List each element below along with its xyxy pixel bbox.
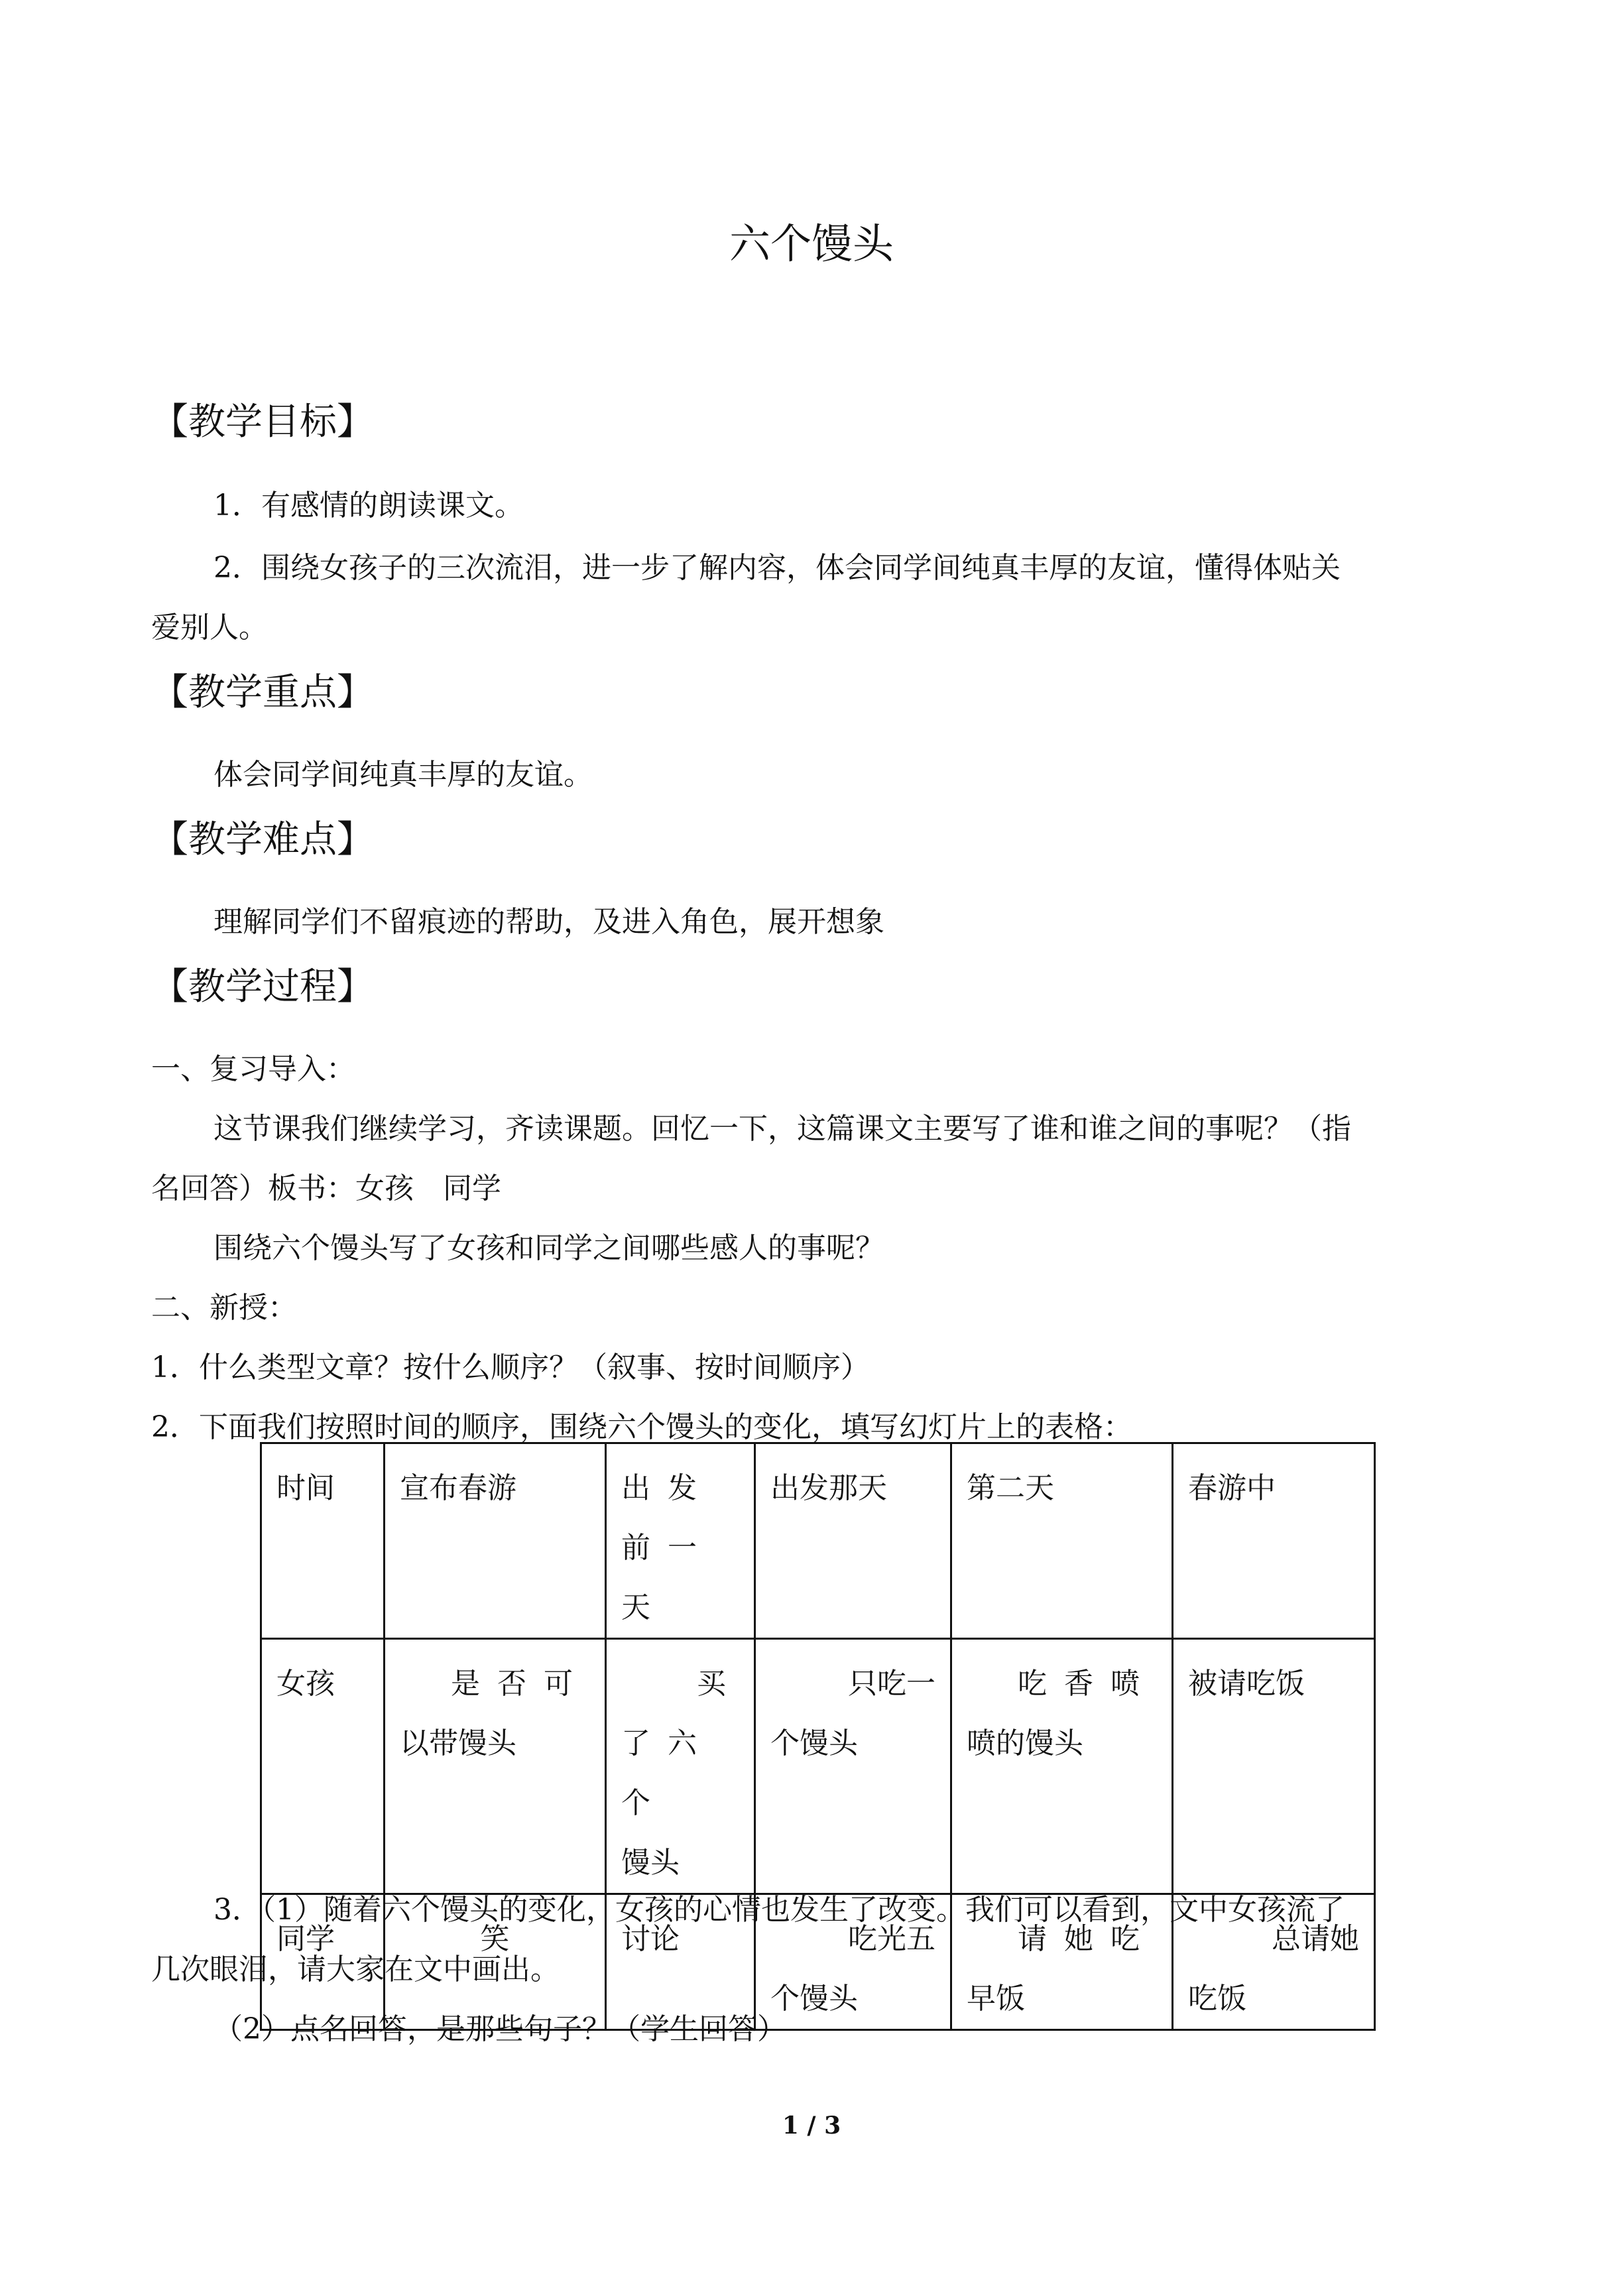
heading-process: 【教学过程】	[151, 965, 374, 1008]
cell-line: 馒头	[621, 1846, 680, 1880]
heading-teaching-goals: 【教学目标】	[151, 400, 374, 444]
heading-difficulty: 【教学难点】	[151, 818, 374, 861]
heading-key-point: 【教学重点】	[151, 671, 374, 714]
table-cell	[755, 1639, 951, 1894]
cell-line: 吃饭	[1188, 1982, 1246, 2016]
question-3-sub2: （2）点名回答，是那些句子？（学生回答）	[213, 2012, 786, 2046]
table-header-cell: 出发前一天	[606, 1443, 755, 1639]
table-header-cell: 出发那天	[755, 1443, 951, 1639]
progress-table	[260, 1442, 1376, 2031]
cell-line: 买	[697, 1667, 726, 1701]
table-cell: 讨论	[606, 1894, 755, 2030]
table-cell: 笑	[385, 1894, 606, 2030]
page-number: 1 / 3	[782, 2112, 841, 2140]
table-header-cell: 宣布春游	[385, 1443, 606, 1639]
table-header-cell: 时间	[261, 1443, 385, 1639]
question-1: 1．什么类型文章？按什么顺序？（叙事、按时间顺序）	[151, 1351, 870, 1384]
cell-line: 只吃一	[848, 1667, 935, 1701]
cell-line: 个馒头	[770, 1726, 858, 1760]
new-lesson-title: 二、新授：	[151, 1291, 297, 1325]
page-title: 六个馒头	[729, 219, 894, 268]
cell-line: 早饭	[967, 1982, 1025, 2016]
cell-line: 吃香喷	[1018, 1667, 1157, 1701]
table-row	[261, 1639, 1375, 1894]
row-label: 同学	[261, 1894, 385, 2030]
cell-line: 喷的馒头	[967, 1726, 1083, 1760]
goal-1: 1．有感情的朗读课文。	[213, 489, 524, 522]
table-header-row	[261, 1443, 1375, 1639]
cell-line: 吃光五	[848, 1922, 935, 1956]
table-header-cell: 第二天	[951, 1443, 1173, 1639]
table-header-cell: 春游中	[1173, 1443, 1375, 1639]
goal-2-line1: 2．围绕女孩子的三次流泪，进一步了解内容，体会同学间纯真丰厚的友谊，懂得体贴关	[213, 551, 1341, 585]
table-cell: 被请吃饭	[1173, 1639, 1375, 1894]
question-2: 2．下面我们按照时间的顺序，围绕六个馒头的变化，填写幻灯片上的表格：	[151, 1410, 1132, 1444]
table-cell	[385, 1639, 606, 1894]
question-3-line1: 3．（1）随着六个馒头的变化，女孩的心情也发生了改变。我们可以看到，文中女孩流了	[213, 1893, 1345, 1927]
review-paragraph-2: 围绕六个馒头写了女孩和同学之间哪些感人的事呢？	[213, 1231, 884, 1265]
cell-line: 个馒头	[770, 1982, 858, 2016]
key-point-text: 体会同学间纯真丰厚的友谊。	[213, 758, 593, 792]
goal-2-line2: 爱别人。	[151, 611, 268, 644]
review-paragraph-line2: 名回答）板书：女孩 同学	[151, 1172, 501, 1205]
review-title: 一、复习导入：	[151, 1052, 355, 1086]
cell-line: 请她吃	[1018, 1922, 1157, 1956]
table-cell	[606, 1639, 755, 1894]
table-cell	[951, 1639, 1173, 1894]
cell-line: 总请她	[1272, 1922, 1359, 1956]
cell-line: 以带馒头	[400, 1726, 516, 1760]
question-3-line2: 几次眼泪，请大家在文中画出。	[151, 1953, 560, 1986]
cell-line: 是否可	[451, 1667, 590, 1701]
review-paragraph-line1: 这节课我们继续学习，齐读课题。回忆一下，这篇课文主要写了谁和谁之间的事呢？（指	[213, 1112, 1351, 1146]
cell-line: 了六个	[621, 1726, 714, 1820]
difficulty-text: 理解同学们不留痕迹的帮助，及进入角色，展开想象	[213, 905, 884, 939]
row-label: 女孩	[261, 1639, 385, 1894]
